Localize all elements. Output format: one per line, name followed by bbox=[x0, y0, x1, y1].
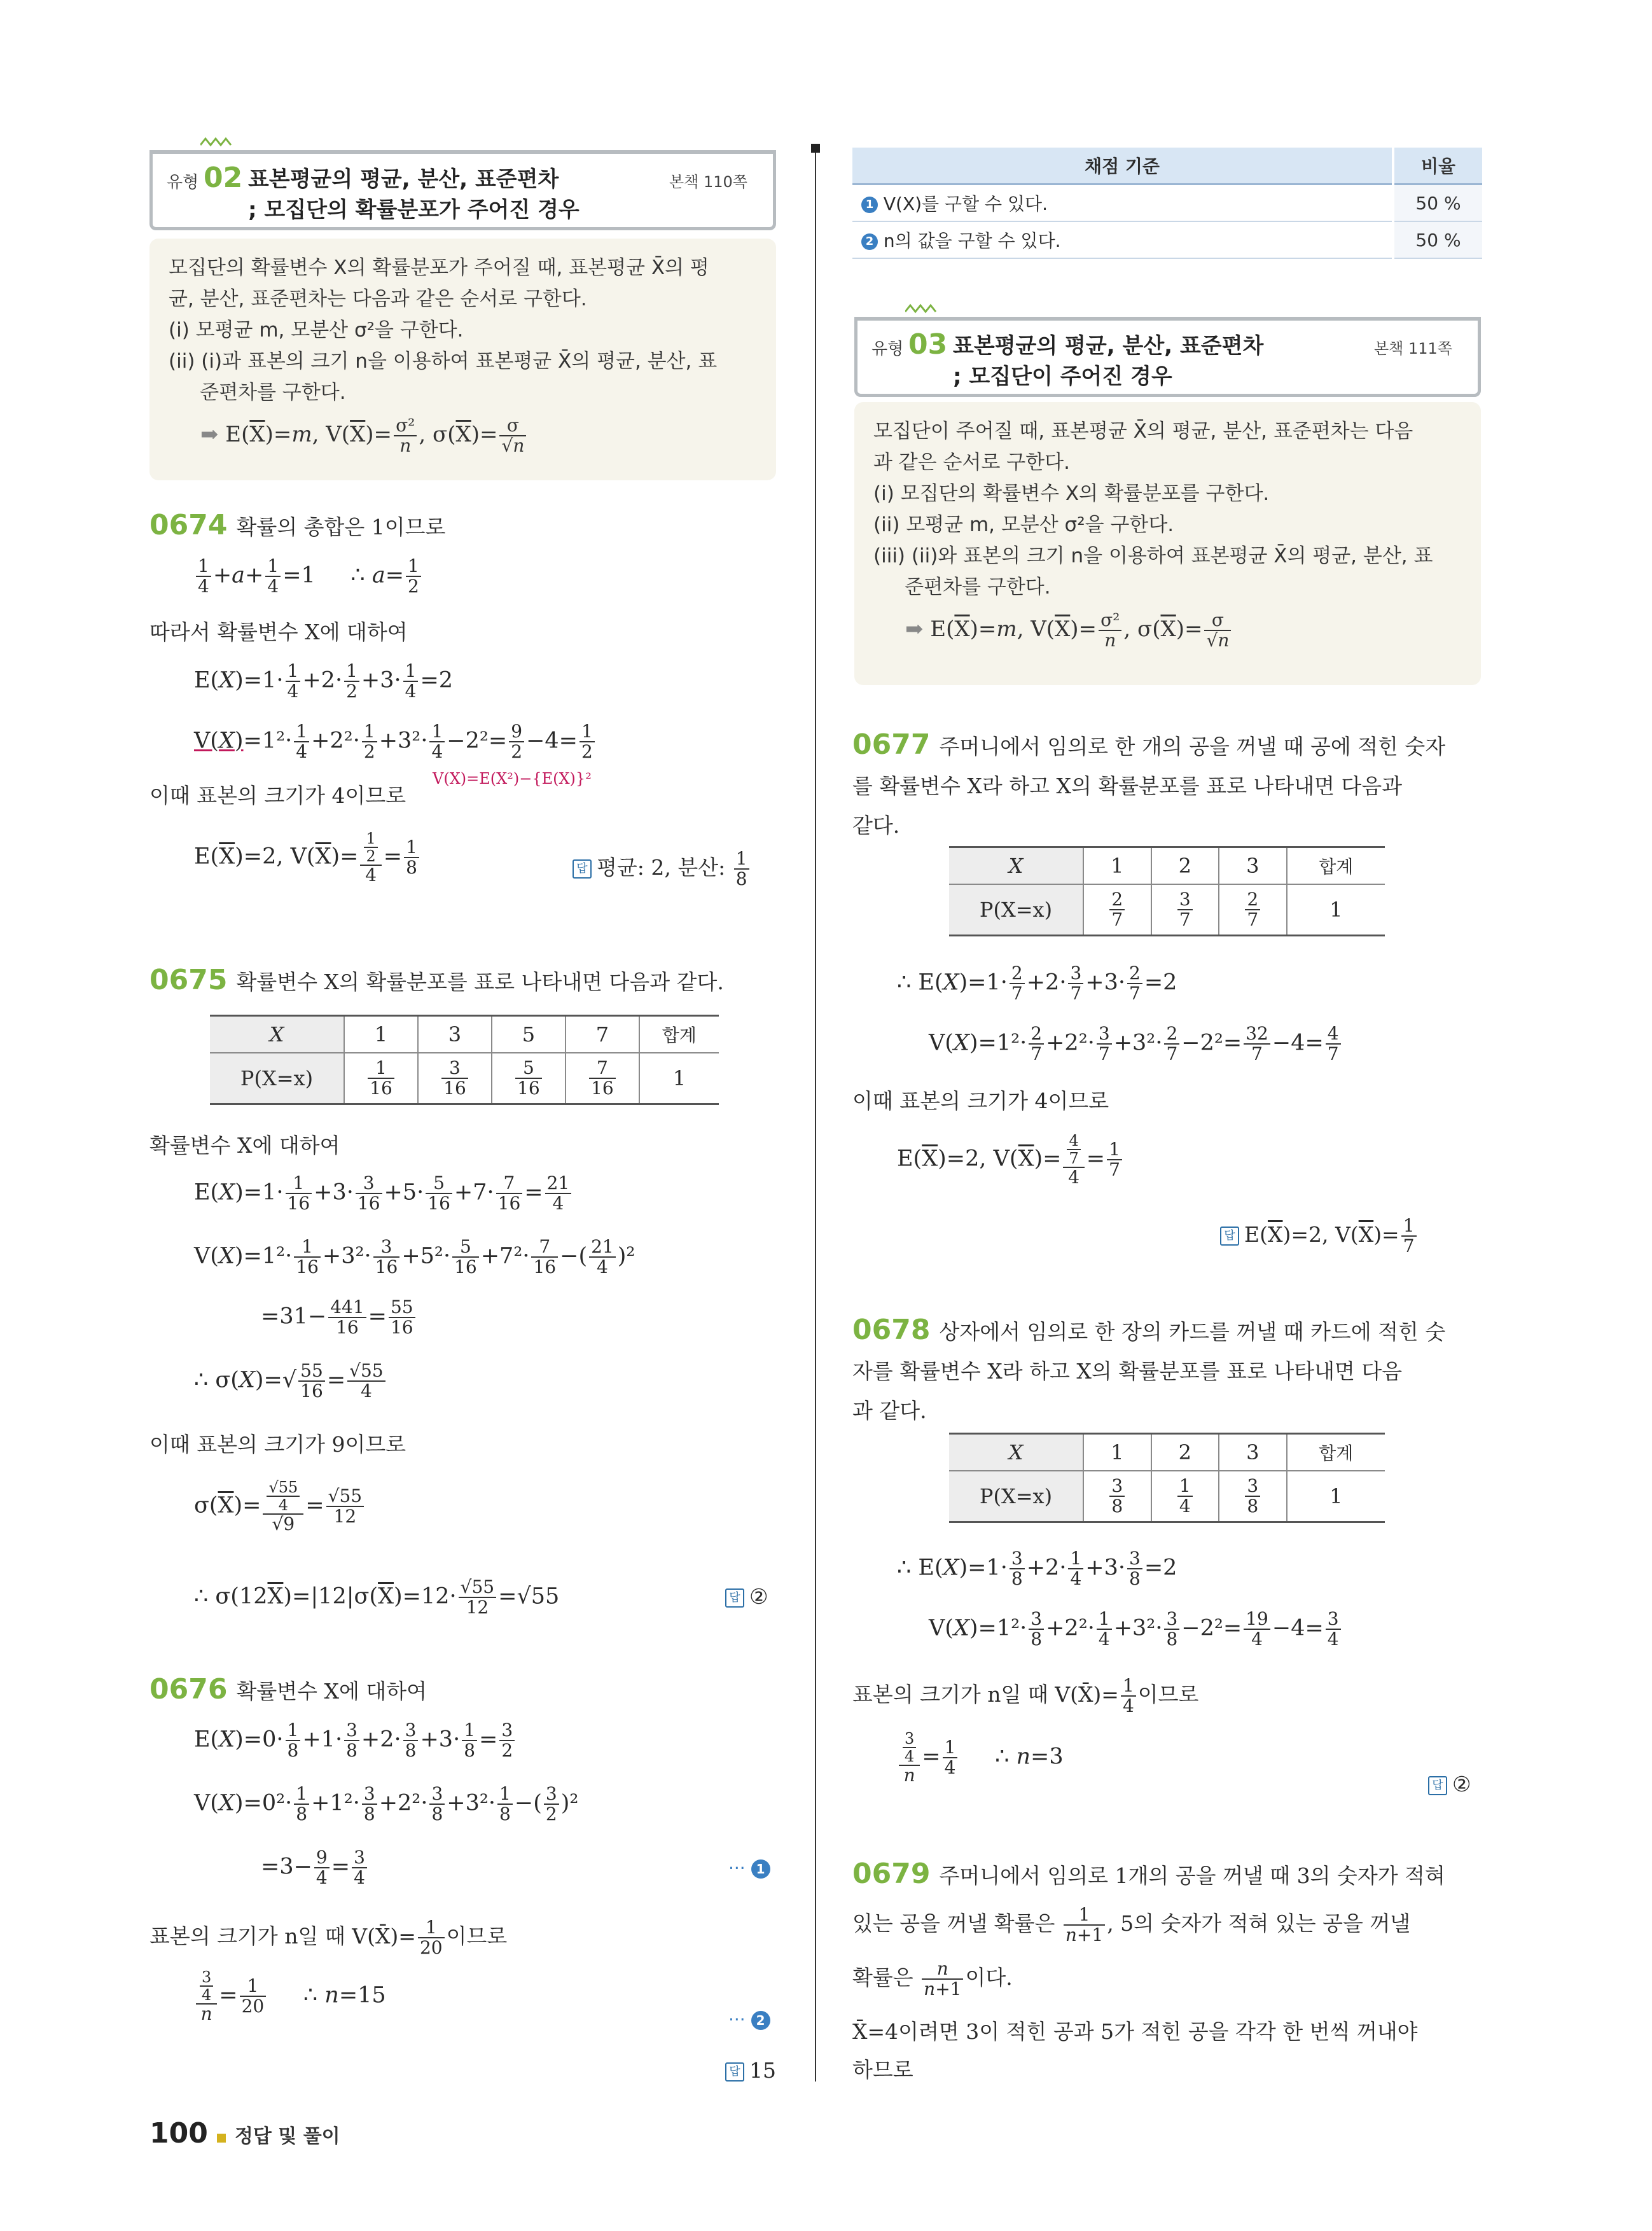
type02-guide: 모집단의 확률변수 X의 확률분포가 주어질 때, 표본평균 X̄의 평 균, 분산, 표준편차는 다음과 같은 순서로 구한다. (i) 모평균 m, 모분산 σ²을 구한다. (ii) (i)과 표본의 크기 n을 이용하여 표본평균 X̄의 평균, 분산, 표 준편차를 구한다. ➡ $E(\overline{X})=m$, $V(\overline{X})=$ $\frac{\text{σ²}}{n}$ , $\sigma(\overline{X})=$ $\frac{\sigma}{√n}$ bbox=[149, 239, 776, 480]
problem-0679-line2: 있는 공을 꺼낼 확률은 $\frac{1}{n+1}$ , 5의 숫자가 적혀 있는 공을 꺼낼 bbox=[852, 1904, 1411, 1945]
type03-header bbox=[854, 317, 1481, 397]
distribution-table-0677: X 1 2 3 합계 P(X=x) $\frac{2}{7}$ $\frac{3}{7}$ $\frac{2}{7}$ 1 bbox=[949, 846, 1385, 936]
eq-0678-2: V(X)=1²· $\frac{3}{8}$ +2²· $\frac{1}{4}$ +3²· $\frac{3}{8}$ −2²= $\frac{19}{4}$ −4= $\frac{3}{4}$ bbox=[929, 1609, 1343, 1649]
wave-icon bbox=[200, 136, 232, 148]
footer-marker bbox=[217, 2134, 226, 2143]
text-0678-1: 표본의 크기가 n일 때 V(X̄)= $\frac{1}{4}$ 이므로 bbox=[852, 1675, 1199, 1716]
eq-0675-5: $\sigma(\overline{X})=$ $\frac{\frac{√55}{4}}{√9}$ = $\frac{√55}{12}$ bbox=[194, 1479, 366, 1534]
column-divider-marker bbox=[811, 144, 820, 153]
answer-0677: 답 $E(\overline{X})=2$, $V(\overline{X})=$ $\frac{1}{7}$ bbox=[1220, 1216, 1419, 1256]
guide-formula: ➡ $E(\overline{X})=m$, $V(\overline{X})=$ $\frac{\text{σ²}}{n}$ , $\sigma(\overline{X})=$ $\frac{\sigma}{√n}$ bbox=[873, 611, 1462, 650]
type-number: 02 bbox=[204, 162, 243, 194]
text-0676-1: 표본의 크기가 n일 때 V(X̄)= $\frac{1}{20}$ 이므로 bbox=[149, 1917, 508, 1958]
type02-header bbox=[149, 150, 776, 230]
eq-0678-3: $\frac{\frac{3}{4}}{n}$ = $\frac{1}{4}$ ∴ n=3 bbox=[897, 1730, 1064, 1785]
problem-0675-intro: 0675 확률변수 X의 확률분포를 표로 나타내면 다음과 같다. bbox=[149, 964, 724, 996]
eq-0675-2: V(X)=1²· $\frac{1}{16}$ +3²· $\frac{3}{16}$ +5²· $\frac{5}{16}$ +7²· $\frac{7}{16}$ −( $\frac{21}{4}$ )² bbox=[194, 1236, 635, 1277]
eq-0674-1: $\frac{1}{4}$ +a+ $\frac{1}{4}$ =1 ∴ a= $\frac{1}{2}$ bbox=[194, 557, 423, 596]
answer-0676: 답 15 bbox=[725, 2058, 776, 2083]
answer-icon: 답 bbox=[573, 859, 592, 879]
formula-note: V(X)=E(X²)−{E(X)}² bbox=[433, 770, 592, 788]
grading-table bbox=[852, 148, 1482, 259]
eq-0675-6: ∴ $\sigma(12\overline{X})=|12|\sigma(\overline{X})=12\cdot$ $\frac{√55}{12}$ =√55 bbox=[194, 1576, 560, 1618]
eq-0676-3: =3− $\frac{9}{4}$ = $\frac{3}{4}$ bbox=[261, 1848, 369, 1887]
book-reference: 본책 111쪽 bbox=[1374, 340, 1452, 358]
type-tag: 유형 bbox=[871, 340, 904, 359]
problem-0679-line4: X̄=4이려면 3이 적힌 공과 5가 적힌 공을 각각 한 번씩 꺼내야 bbox=[852, 2019, 1418, 2044]
text-0675-1: 확률변수 X에 대하여 bbox=[149, 1133, 340, 1158]
type-title: 표본평균의 평균, 분산, 표준편차 ; 모집단이 주어진 경우 bbox=[953, 333, 1264, 389]
eq-0674-2: E(X)=1· $\frac{1}{4}$ +2· $\frac{1}{2}$ +3· $\frac{1}{4}$ =2 bbox=[194, 660, 454, 702]
eq-0675-1: E(X)=1· $\frac{1}{16}$ +3· $\frac{3}{16}$ +5· $\frac{5}{16}$ +7· $\frac{7}{16}$ = $\frac{21}{4}$ bbox=[194, 1174, 573, 1213]
answer-0675: 답 ② bbox=[725, 1584, 768, 1609]
eq-0678-1: ∴ E(X)=1· $\frac{3}{8}$ +2· $\frac{1}{4}$ +3· $\frac{3}{8}$ =2 bbox=[897, 1548, 1177, 1589]
problem-0679-line5: 하므로 bbox=[852, 2057, 913, 2082]
eq-0677-1: ∴ E(X)=1· $\frac{2}{7}$ +2· $\frac{3}{7}$ +3· $\frac{2}{7}$ =2 bbox=[897, 963, 1177, 1004]
problem-0678-intro: 0678 상자에서 임의로 한 장의 카드를 꺼낼 때 카드에 적힌 숫 자를 확률변수 X라 하고 X의 확률분포를 표로 나타내면 다음 과 같다. bbox=[852, 1314, 1446, 1423]
grading-header-criteria: 채점 기준 bbox=[852, 148, 1393, 184]
problem-0679-line3: 확률은 $\frac{n}{n+1}$ 이다. bbox=[852, 1958, 1013, 1999]
distribution-table-0675: X 1 3 5 7 합계 P(X=x) $\frac{1}{16}$ $\frac{3}{16}$ $\frac{5}{16}$ $\frac{7}{16}$ 1 bbox=[210, 1015, 719, 1105]
grading-row: 2 n의 값을 구할 수 있다. 50 % bbox=[852, 221, 1482, 258]
answer-icon: 답 bbox=[1428, 1776, 1447, 1795]
problem-0676-intro: 0676 확률변수 X에 대하여 bbox=[149, 1673, 427, 1706]
answer-icon: 답 bbox=[1220, 1227, 1239, 1246]
grading-row: 1 V(X)를 구할 수 있다. 50 % bbox=[852, 184, 1482, 222]
eq-0676-2: V(X)=0²· $\frac{1}{8}$ +1²· $\frac{3}{8}$ +2²· $\frac{3}{8}$ +3²· $\frac{1}{8}$ −( $\frac{3}{2}$ )² bbox=[194, 1783, 579, 1824]
eq-0674-3: V(X)=1²· $\frac{1}{4}$ +2²· $\frac{1}{2}$ +3²· $\frac{1}{4}$ −2²= $\frac{9}{2}$ −4= $\frac{1}{2}$ bbox=[194, 722, 597, 761]
book-reference: 본책 110쪽 bbox=[669, 173, 747, 191]
step-mark-2: 2 bbox=[861, 233, 878, 250]
footer-label: 정답 및 풀이 bbox=[234, 2125, 340, 2148]
text-0675-2: 이때 표본의 크기가 9이므로 bbox=[149, 1432, 406, 1457]
eq-0676-4: $\frac{\frac{3}{4}}{n}$ = $\frac{1}{20}$ ∴ n=15 bbox=[194, 1969, 386, 2024]
text-0674-1: 따라서 확률변수 X에 대하여 bbox=[149, 620, 408, 644]
answer-0674: 답 평균: 2, 분산: $\frac{1}{8}$ bbox=[573, 849, 751, 889]
page-number: 100 bbox=[149, 2117, 208, 2150]
step-marker-2: ··· 2 bbox=[728, 2009, 770, 2030]
eq-0677-3: $E(\overline{X})=2$, $V(\overline{X})=$ $\frac{\frac{4}{7}}{4}$ = $\frac{1}{7}$ bbox=[897, 1132, 1124, 1187]
step-marker-1: ··· 1 bbox=[728, 1858, 770, 1879]
page-footer bbox=[149, 2117, 340, 2150]
guide-formula: ➡ $E(\overline{X})=m$, $V(\overline{X})=$ $\frac{\text{σ²}}{n}$ , $\sigma(\overline{X})=$ $\frac{\sigma}{√n}$ bbox=[169, 416, 757, 455]
answer-icon: 답 bbox=[725, 2062, 744, 2082]
text-0677-1: 이때 표본의 크기가 4이므로 bbox=[852, 1088, 1109, 1113]
eq-0675-3: =31− $\frac{441}{16}$ = $\frac{55}{16}$ bbox=[261, 1298, 417, 1337]
eq-0675-4: ∴ σ(X)=√ $\frac{55}{16}$ = $\frac{√55}{4}$ bbox=[194, 1361, 387, 1401]
step-mark-1: 1 bbox=[861, 197, 878, 213]
column-divider bbox=[815, 148, 816, 2082]
eq-0677-2: V(X)=1²· $\frac{2}{7}$ +2²· $\frac{3}{7}$ +3²· $\frac{2}{7}$ −2²= $\frac{32}{7}$ −4= $\frac{4}{7}$ bbox=[929, 1024, 1343, 1064]
type-tag: 유형 bbox=[167, 173, 199, 192]
problem-0679-line1: 0679 주머니에서 임의로 1개의 공을 꺼낼 때 3의 숫자가 적혀 bbox=[852, 1858, 1445, 1890]
problem-0674-intro: 0674 확률의 총합은 1이므로 bbox=[149, 509, 446, 541]
distribution-table-0678: X 1 2 3 합계 P(X=x) $\frac{3}{8}$ $\frac{1}{4}$ $\frac{3}{8}$ 1 bbox=[949, 1433, 1385, 1523]
wave-icon bbox=[905, 303, 937, 314]
type03-guide: 모집단이 주어질 때, 표본평균 X̄의 평균, 분산, 표준편차는 다음 과 같은 순서로 구한다. (i) 모집단의 확률변수 X의 확률분포를 구한다. (ii) 모평균 m, 모분산 σ²을 구한다. (iii) (ii)와 표본의 크기 n을 이용하여 표본평균 X̄의 평균, 분산, 표 준편차를 구한다. ➡ $E(\overline{X})=m$, $V(\overline{X})=$ $\frac{\text{σ²}}{n}$ , $\sigma(\overline{X})=$ $\frac{\sigma}{√n}$ bbox=[854, 402, 1481, 685]
answer-0678: 답 ② bbox=[1428, 1772, 1471, 1797]
type-title: 표본평균의 평균, 분산, 표준편차 ; 모집단의 확률분포가 주어진 경우 bbox=[248, 167, 580, 223]
eq-0674-4: $E(\overline{X})=2$, $V(\overline{X})=$ $\frac{\frac{1}{2}}{4}$ = $\frac{1}{8}$ bbox=[194, 830, 421, 885]
problem-0677-intro: 0677 주머니에서 임의로 한 개의 공을 꺼낼 때 공에 적힌 숫자 를 확률변수 X라 하고 X의 확률분포를 표로 나타내면 다음과 같다. bbox=[852, 728, 1446, 838]
eq-0676-1: E(X)=0· $\frac{1}{8}$ +1· $\frac{3}{8}$ +2· $\frac{3}{8}$ +3· $\frac{1}{8}$ = $\frac{3}{2}$ bbox=[194, 1721, 517, 1760]
answer-icon: 답 bbox=[725, 1588, 744, 1608]
type-number: 03 bbox=[908, 328, 948, 361]
grading-header-ratio: 비율 bbox=[1393, 148, 1482, 184]
text-0674-2: 이때 표본의 크기가 4이므로 bbox=[149, 783, 406, 808]
